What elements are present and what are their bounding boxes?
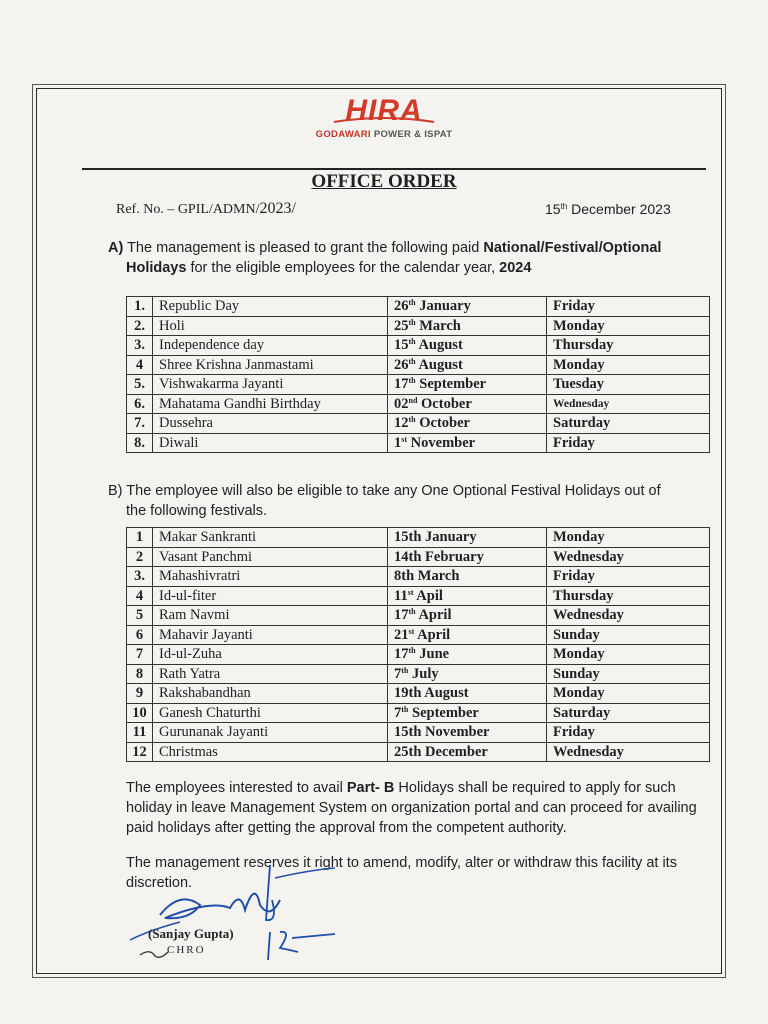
date-day: 19th — [394, 685, 422, 702]
holiday-number: 3. — [127, 336, 153, 356]
holiday-weekday: Wednesday — [547, 547, 710, 567]
holiday-date — [388, 394, 547, 414]
date-suffix: th — [408, 646, 416, 656]
ref-year: 2023/ — [259, 200, 296, 217]
holiday-date — [388, 645, 547, 665]
holiday-number: 8 — [127, 664, 153, 684]
holiday-date — [388, 355, 547, 375]
holiday-number: 2. — [127, 316, 153, 336]
holiday-weekday: Sunday — [547, 625, 710, 645]
holiday-name: Ram Navmi — [153, 606, 388, 626]
optional-holidays-table — [126, 527, 710, 762]
page-title: OFFICE ORDER — [311, 171, 457, 192]
company-name-part1: GODAWARI — [315, 129, 371, 140]
holiday-name: Ganesh Chaturthi — [153, 703, 388, 723]
holiday-name: Mahavir Jayanti — [153, 625, 388, 645]
section_a-row — [127, 375, 710, 395]
date-suffix: th — [408, 376, 416, 386]
holiday-name: Republic Day — [153, 297, 388, 317]
date-suffix: st — [401, 434, 408, 444]
holiday-name: Rath Yatra — [153, 664, 388, 684]
para1-a: The employees interested to avail — [126, 780, 347, 796]
date-month: January — [415, 298, 471, 315]
section-a-bold1: National/Festival/Optional — [483, 240, 662, 256]
section_a-row — [127, 394, 710, 414]
date-suffix: th — [408, 356, 416, 366]
holiday-date — [388, 336, 547, 356]
holiday-weekday: Friday — [547, 567, 710, 587]
date-suffix: th — [408, 607, 416, 617]
holiday-date — [388, 742, 547, 762]
holiday-number: 10 — [127, 703, 153, 723]
holiday-number: 5 — [127, 606, 153, 626]
date-suffix: th — [408, 415, 416, 425]
holiday-weekday: Sunday — [547, 664, 710, 684]
date-day: 25 — [394, 317, 409, 334]
section_a-row — [127, 414, 710, 434]
date-day: 7 — [394, 704, 402, 721]
date-day: 17 — [394, 376, 409, 393]
date-month: March — [415, 317, 461, 334]
holiday-number: 6 — [127, 625, 153, 645]
section_a-row — [127, 433, 710, 453]
holiday-name: Rakshabandhan — [153, 684, 388, 704]
section_a-row — [127, 297, 710, 317]
header-rule — [82, 168, 706, 170]
holiday-number: 2 — [127, 547, 153, 567]
holiday-name: Makar Sankranti — [153, 528, 388, 548]
holiday-number: 5. — [127, 375, 153, 395]
date-month: October — [415, 415, 470, 432]
holiday-name: Mahashivratri — [153, 567, 388, 587]
date-rest: December 2023 — [567, 201, 671, 217]
section_b-row — [127, 645, 710, 665]
date-suffix: th — [408, 298, 416, 308]
date-month: April — [414, 626, 451, 643]
holiday-weekday: Friday — [547, 433, 710, 453]
date-day: 25th — [394, 743, 422, 760]
company-name — [0, 129, 768, 140]
date-month: November — [407, 434, 476, 451]
date-day: 12 — [394, 415, 409, 432]
holiday-date — [388, 567, 547, 587]
date-day: 1 — [394, 434, 402, 451]
date-day: 7 — [394, 665, 402, 682]
order-date — [545, 201, 671, 217]
section_b-row — [127, 684, 710, 704]
date-day: 15th — [394, 529, 422, 546]
date-month: October — [417, 395, 472, 412]
section_a-row — [127, 336, 710, 356]
section-a-bold2: Holidays — [126, 260, 187, 276]
date-day: 02 — [394, 395, 409, 412]
holiday-weekday: Friday — [547, 723, 710, 743]
holiday-date — [388, 316, 547, 336]
signature-icon — [120, 860, 360, 970]
holiday-name: Vishwakarma Jayanti — [153, 375, 388, 395]
date-month: December — [421, 743, 488, 760]
holiday-date — [388, 375, 547, 395]
holiday-number: 11 — [127, 723, 153, 743]
holiday-weekday: Monday — [547, 684, 710, 704]
date-day: 17 — [394, 607, 409, 624]
holiday-name: Christmas — [153, 742, 388, 762]
holiday-date — [388, 684, 547, 704]
date-month: July — [408, 665, 439, 682]
holiday-date — [388, 586, 547, 606]
holiday-date — [388, 528, 547, 548]
holiday-name: Gurunanak Jayanti — [153, 723, 388, 743]
holiday-name: Diwali — [153, 433, 388, 453]
holiday-number: 6. — [127, 394, 153, 414]
section-a-intro — [108, 238, 708, 278]
date-day: 11 — [394, 587, 408, 604]
section_b-row — [127, 567, 710, 587]
date-day: 26 — [394, 298, 409, 315]
date-suffix: th — [401, 704, 409, 714]
holiday-weekday: Monday — [547, 355, 710, 375]
holiday-number: 4 — [127, 586, 153, 606]
holiday-weekday: Monday — [547, 316, 710, 336]
section_a-row — [127, 355, 710, 375]
para1-bold: Part- B — [346, 780, 395, 796]
section-a-year: 2024 — [499, 260, 532, 276]
holiday-weekday: Wednesday — [547, 394, 710, 414]
logo-text: HIRA — [345, 94, 423, 127]
apply-instructions — [126, 778, 710, 838]
holiday-weekday: Monday — [547, 645, 710, 665]
signatory-name: (Sanjay Gupta) — [148, 926, 234, 941]
holiday-weekday: Thursday — [547, 586, 710, 606]
date-month: February — [421, 548, 484, 565]
holiday-name: Id-ul-fiter — [153, 586, 388, 606]
holiday-number: 12 — [127, 742, 153, 762]
date-month: August — [415, 337, 463, 354]
section-a-text1: The management is pleased to grant the following paid — [123, 240, 484, 256]
section-a-label: A) — [108, 240, 124, 256]
holiday-date — [388, 433, 547, 453]
holiday-number: 7. — [127, 414, 153, 434]
holiday-name: Id-ul-Zuha — [153, 645, 388, 665]
date-suffix: nd — [408, 395, 418, 405]
date-day: 21 — [394, 626, 409, 643]
holiday-weekday: Thursday — [547, 336, 710, 356]
holiday-name: Shree Krishna Janmastami — [153, 355, 388, 375]
signatory-role: CHRO — [167, 944, 206, 956]
date-day: 17 — [394, 646, 409, 663]
date-suffix: st — [408, 626, 415, 636]
section_b-row — [127, 586, 710, 606]
ref-prefix: Ref. No. – GPIL/ADMN/ — [116, 202, 260, 217]
holiday-number: 8. — [127, 433, 153, 453]
holiday-number: 3. — [127, 567, 153, 587]
section-a-text2: for the eligible employees for the calendar year, — [186, 260, 500, 276]
section_b-row — [127, 528, 710, 548]
date-month: September — [415, 376, 487, 393]
date-month: September — [408, 704, 479, 721]
date-suffix: th — [401, 665, 409, 675]
holiday-name: Independence day — [153, 336, 388, 356]
date-day: 15 — [394, 337, 409, 354]
section-b-label: B) — [108, 483, 123, 499]
section_b-row — [127, 703, 710, 723]
para1-b: Holidays shall be required to apply for such holiday in leave Management System on organization portal and can proceed for availing paid holidays after getting the approval from the competent authority. — [126, 780, 697, 836]
section_b-row — [127, 664, 710, 684]
section-b-intro — [108, 481, 708, 521]
holiday-number: 1 — [127, 528, 153, 548]
holiday-date — [388, 703, 547, 723]
holiday-name: Mahatama Gandhi Birthday — [153, 394, 388, 414]
holiday-weekday: Tuesday — [547, 375, 710, 395]
holiday-name: Vasant Panchmi — [153, 547, 388, 567]
date-month: June — [415, 646, 450, 663]
date-month: January — [421, 529, 477, 546]
date-month: April — [415, 607, 452, 624]
holiday-weekday: Wednesday — [547, 742, 710, 762]
national-holidays-table — [126, 296, 710, 453]
section_b-row — [127, 547, 710, 567]
date-suffix: th — [408, 317, 416, 327]
section_b-row — [127, 606, 710, 626]
date-day: 26 — [394, 356, 409, 373]
holiday-date — [388, 297, 547, 317]
holiday-date — [388, 414, 547, 434]
company-logo — [0, 96, 768, 140]
date-month: August — [415, 356, 463, 373]
date-suffix: st — [407, 587, 414, 597]
date-suffix: th — [408, 337, 416, 347]
section_a-row — [127, 316, 710, 336]
date-day: 8th — [394, 568, 415, 585]
holiday-weekday: Friday — [547, 297, 710, 317]
holiday-name: Holi — [153, 316, 388, 336]
section-b-text2: the following festivals. — [126, 503, 268, 519]
section_b-row — [127, 723, 710, 743]
management-rights-note: The management reserves it right to amend, modify, alter or withdraw this facility at its discretion. — [126, 855, 677, 891]
section-b-text1: The employee will also be eligible to take any One Optional Festival Holidays out of — [122, 483, 661, 499]
holiday-number: 7 — [127, 645, 153, 665]
section_b-row — [127, 742, 710, 762]
holiday-name: Dussehra — [153, 414, 388, 434]
holiday-number: 4 — [127, 355, 153, 375]
date-suffix: th — [560, 202, 568, 211]
date-day: 14th — [394, 548, 422, 565]
holiday-date — [388, 547, 547, 567]
holiday-date — [388, 625, 547, 645]
holiday-number: 9 — [127, 684, 153, 704]
date-day: 15 — [545, 201, 561, 217]
holiday-date — [388, 606, 547, 626]
section_b-row — [127, 625, 710, 645]
holiday-date — [388, 723, 547, 743]
holiday-date — [388, 664, 547, 684]
date-month: August — [421, 685, 469, 702]
holiday-number: 1. — [127, 297, 153, 317]
date-month: November — [421, 724, 490, 741]
holiday-weekday: Saturday — [547, 414, 710, 434]
date-day: 15th — [394, 724, 422, 741]
holiday-weekday: Saturday — [547, 703, 710, 723]
holiday-weekday: Monday — [547, 528, 710, 548]
reference-number — [116, 200, 296, 218]
holiday-weekday: Wednesday — [547, 606, 710, 626]
date-month: March — [414, 568, 460, 585]
date-month: Apil — [413, 587, 443, 604]
company-name-part2: POWER & ISPAT — [373, 129, 453, 140]
